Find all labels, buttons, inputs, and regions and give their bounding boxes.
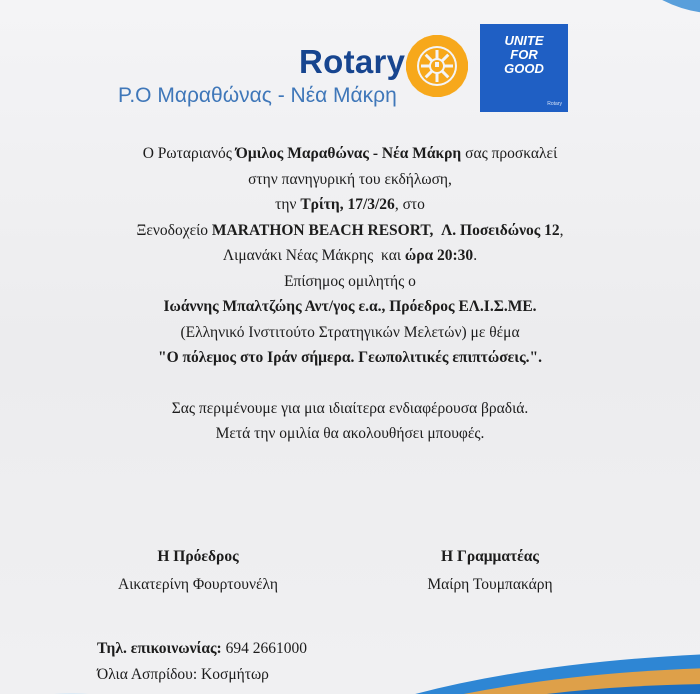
text-run: Ξενοδοχείο	[136, 221, 212, 239]
contact-phone: 694 2661000	[221, 640, 307, 657]
unite-small-rotary-text: Rotary	[547, 101, 562, 107]
unite-for-good-text: UNITE FOR GOOD	[504, 33, 544, 76]
invitation-line-6: Επίσημος ομιλητής ο	[284, 272, 416, 290]
contact-info	[97, 636, 307, 688]
text-run: ,	[559, 221, 564, 239]
signature-secretary	[380, 546, 600, 596]
invitation-line-5	[0, 243, 700, 269]
text-run: .	[473, 247, 478, 264]
header	[0, 0, 700, 120]
text-run: Λιμανάκι Νέας Μάκρης και	[222, 247, 405, 264]
invitation-line-1	[0, 141, 700, 167]
secretary-name: Μαίρη Τουμπακάρη	[427, 576, 553, 593]
invitation-line-10: Σας περιμένουμε για μια ιδιαίτερα ενδιαφέρουσα βραδιά.	[171, 399, 529, 417]
event-time: ώρα 20:30	[404, 247, 474, 264]
invitation-line-11: Μετά την ομιλία θα ακολουθήσει μπουφές.	[215, 425, 485, 442]
text-run: Ο Ρωταριανός	[142, 145, 236, 162]
club-name-bold: Όμιλος Μαραθώνας - Νέα Μάκρη	[235, 145, 462, 162]
invitation-line-4	[0, 218, 700, 244]
contact-phone-line	[97, 636, 307, 662]
contact-label: Τηλ. επικοινωνίας:	[97, 640, 222, 657]
president-title: Η Πρόεδρος	[157, 548, 239, 565]
decorative-swoosh-bottom-right	[350, 654, 700, 694]
text-run: την	[275, 196, 301, 213]
unite-for-good-logo	[480, 24, 568, 112]
invitation-line-2: στην πανηγυρική του εκδήλωση,	[248, 170, 452, 188]
contact-person: Όλια Ασπρίδου: Κοσμήτωρ	[97, 666, 269, 683]
secretary-title: Η Γραμματέας	[441, 548, 539, 565]
speaker-name: Ιωάννης Μπαλτζώης Αντ/γος ε.α., Πρόεδρος ΕΛ.Ι.Σ.ΜΕ.	[163, 298, 537, 315]
signature-president	[96, 546, 300, 596]
president-name: Αικατερίνη Φουρτουνέλη	[118, 576, 278, 593]
spacer	[0, 371, 700, 396]
talk-topic: "Ο πόλεμος στο Ιράν σήμερα. Γεωπολιτικές επιπτώσεις.".	[158, 349, 542, 366]
invitation-text	[0, 141, 700, 447]
rotary-wordmark: Rotary	[299, 43, 406, 80]
venue-address: MARATHON BEACH RESORT, Λ. Ποσειδώνος 12	[211, 221, 560, 239]
text-run: σας προσκαλεί	[461, 145, 558, 162]
event-date: Τρίτη, 17/3/26	[300, 196, 395, 213]
rotary-wheel-logo-icon	[405, 34, 469, 98]
invitation-line-8: (Ελληνικό Ινστιτούτο Στρατηγικών Μελετών) με θέμα	[180, 323, 520, 341]
club-name: Ρ.Ο Μαραθώνας - Νέα Μάκρη	[118, 84, 397, 107]
invitation-line-3	[0, 192, 700, 218]
text-run: , στο	[394, 196, 425, 213]
